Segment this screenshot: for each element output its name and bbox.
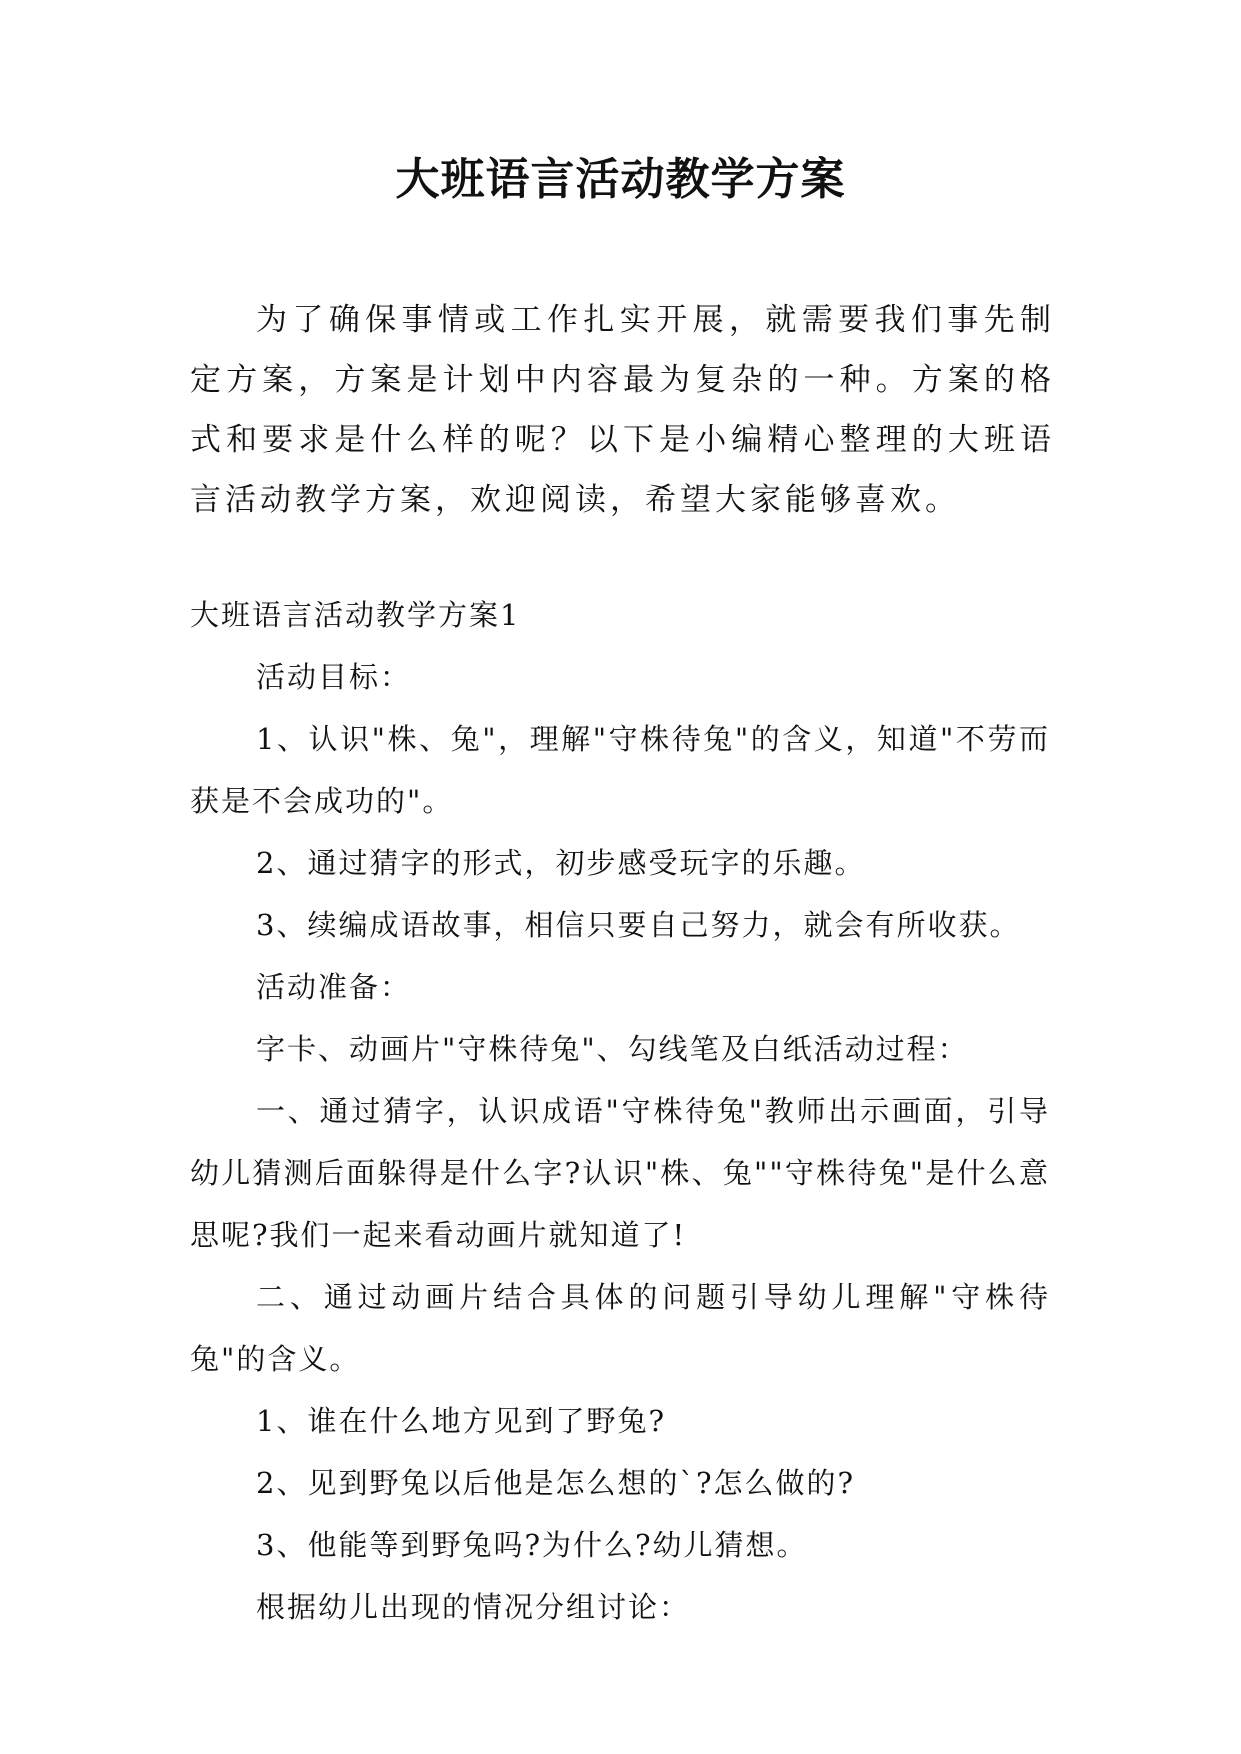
paragraph: 3、他能等到野兔吗?为什么?幼儿猜想。 (256, 1528, 808, 1562)
paragraph: 活动准备： (256, 970, 412, 1004)
paragraph: 1、谁在什么地方见到了野兔? (256, 1404, 666, 1438)
paragraph: 活动目标： (256, 660, 412, 694)
document-title: 大班语言活动教学方案 (395, 154, 846, 205)
section-heading: 大班语言活动教学方案1 (190, 598, 521, 632)
paragraph: 字卡、动画片"守株待兔"、勾线笔及白纸活动过程： (256, 1032, 969, 1066)
paragraph: 2、见到野兔以后他是怎么想的`?怎么做的? (256, 1466, 856, 1500)
paragraph: 二、通过动画片结合具体的问题引导幼儿理解"守株待兔"的含义。 (190, 1280, 1050, 1376)
paragraph: 2、通过猜字的形式，初步感受玩字的乐趣。 (256, 846, 866, 880)
paragraph: 一、通过猜字，认识成语"守株待兔"教师出示画面，引导幼儿猜测后面躲得是什么字?认识"株、兔""守株待兔"是什么意思呢?我们一起来看动画片就知道了! (190, 1094, 1050, 1252)
document-body (190, 584, 1070, 1638)
paragraph: 1、认识"株、兔"，理解"守株待兔"的含义，知道"不劳而获是不会成功的"。 (190, 722, 1050, 818)
paragraph: 3、续编成语故事，相信只要自己努力，就会有所收获。 (256, 908, 1021, 942)
paragraph: 根据幼儿出现的情况分组讨论： (256, 1590, 691, 1624)
intro-paragraph: 为了确保事情或工作扎实开展，就需要我们事先制定方案，方案是计划中内容最为复杂的一种。方案的格式和要求是什么样的呢？以下是小编精心整理的大班语言活动教学方案，欢迎阅读，希望大家能够喜欢。 (190, 302, 1055, 518)
